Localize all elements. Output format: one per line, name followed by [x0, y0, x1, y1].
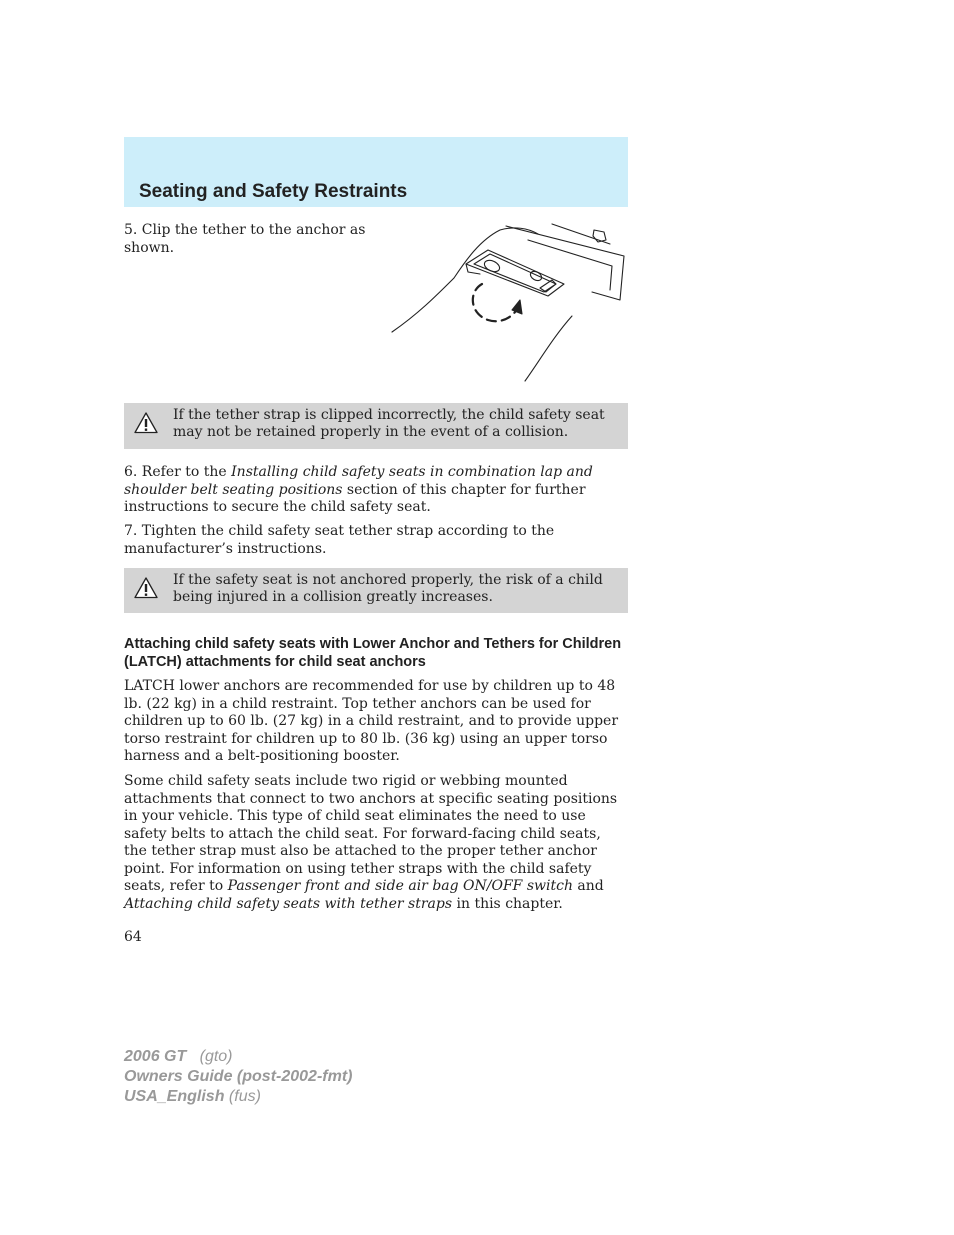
para2-end: in this chapter. [452, 895, 563, 912]
step-6-reference: Installing child safety seats in combination lap and shoulder belt seating positions [124, 464, 593, 498]
step-6-suffix: section of this chapter for further instructions to secure the child safety seat. [124, 481, 586, 515]
page-number: 64 [124, 929, 142, 945]
warning-triangle-icon [133, 411, 159, 435]
para2-reference-1: Passenger front and side air bag ON/OFF switch [227, 878, 573, 894]
latch-paragraph-1: LATCH lower anchors are recommended for use by children up to 48 lb. (22 kg) in a child restraint. Top tether anchors can be used for children up to 60 lb. (27 kg) in a child restraint, and to provide upper torso restraint for children up to 80 lb. (36 kg) using an upper torso harness and a belt-positioning booster. [124, 678, 619, 764]
step-7-text: 7. Tighten the child safety seat tether strap according to the manufacturer’s instructions. [124, 523, 555, 557]
page-title: Seating and Safety Restraints [139, 181, 408, 202]
step-6-text [124, 464, 624, 517]
footer-line-3 [124, 1087, 352, 1107]
footer-line-1 [124, 1047, 352, 1067]
section-heading: Attaching child safety seats with Lower Anchor and Tethers for Children (LATCH) attachments for child seat anchors [124, 636, 622, 670]
para2-start: Some child safety seats include two rigid or webbing mounted attachments that connect to two anchors at specific seating positions in your vehicle. This type of child seat eliminates the need to use safety belts to attach the child seat. For forward-facing child seats, the tether strap must also be attached to the proper tether anchor point. For information on using tether straps with the child safety seats, refer to [124, 773, 618, 894]
warning-box [124, 403, 628, 449]
footer-line-2: Owners Guide (post-2002-fmt) [124, 1068, 353, 1085]
footer-model-code: (gto) [199, 1048, 233, 1065]
para2-reference-2: Attaching child safety seats with tether straps [124, 895, 453, 912]
document-footer [124, 1047, 352, 1107]
tether-clip-to-anchor-illustration [388, 218, 630, 384]
footer-model: 2006 GT [124, 1048, 187, 1065]
footer-language: USA_English [124, 1088, 225, 1105]
step-5-text: 5. Clip the tether to the anchor as shown. [124, 222, 366, 256]
para2-mid: and [572, 878, 604, 894]
warning-box [124, 568, 628, 613]
warning-triangle-icon [133, 576, 159, 600]
footer-language-code: (fus) [228, 1088, 261, 1105]
latch-paragraph-2 [124, 773, 628, 913]
step-6-prefix: 6. Refer to the [124, 464, 232, 480]
section-header [124, 137, 628, 207]
warning-text: If the tether strap is clipped incorrectly, the child safety seat may not be retained properly in the event of a collision. [173, 407, 605, 440]
warning-text: If the safety seat is not anchored properly, the risk of a child being injured in a collision greatly increases. [173, 572, 603, 605]
